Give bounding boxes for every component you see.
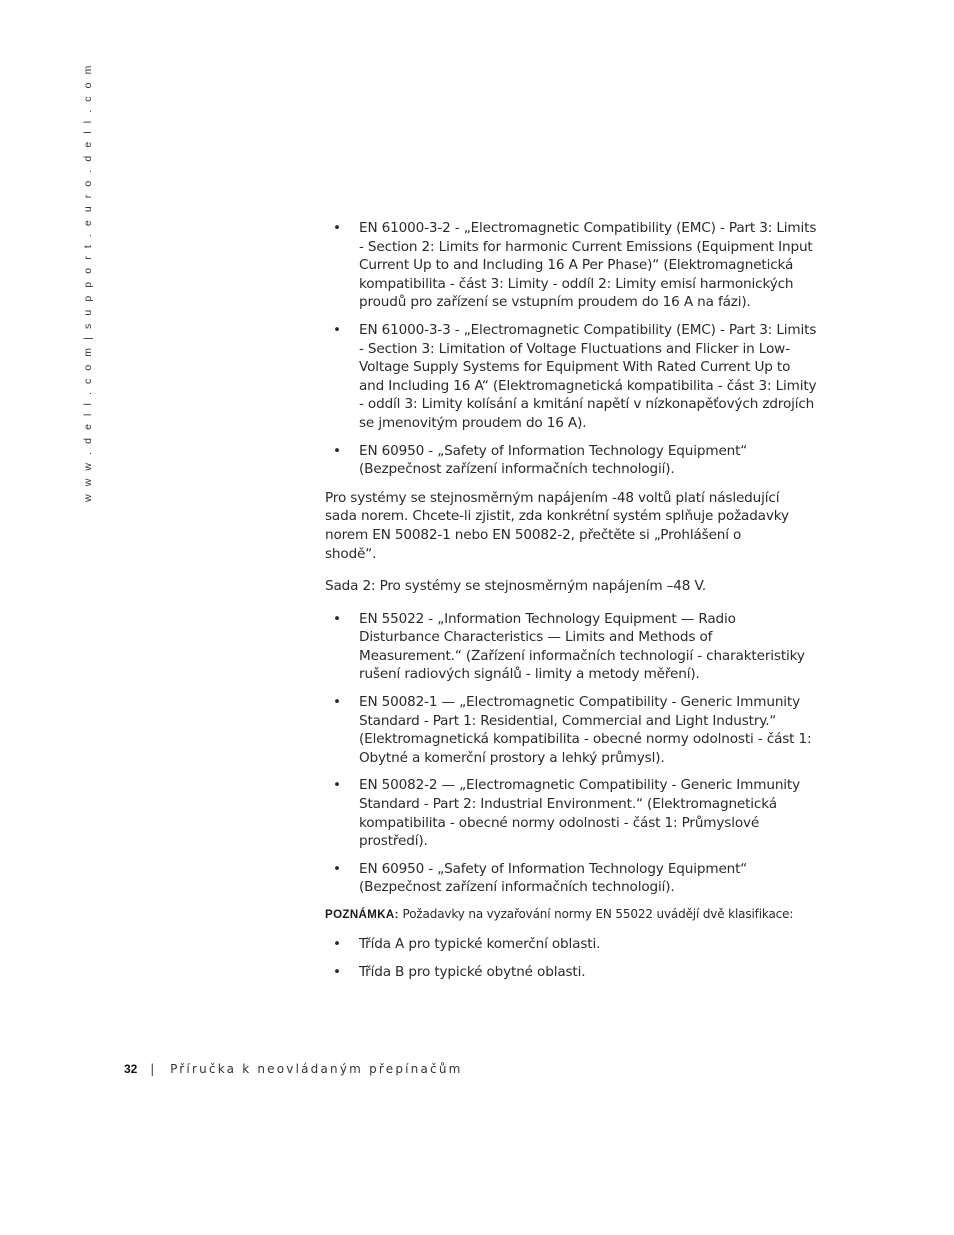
bullet-icon: • [333,610,341,627]
list-item [325,442,817,479]
paragraph-set-2: Sada 2: Pro systémy se stejnosměrným napájením –48 V. [325,578,707,595]
bullet-list-1 [325,219,817,479]
footer-separator: | [150,1062,155,1076]
list-item-text: EN 60950 - „Safety of Information Technology Equipment“ (Bezpečnost zařízení informačních technologií). [359,442,748,478]
list-item [325,935,817,954]
list-item [325,776,817,850]
bullet-icon: • [333,963,341,980]
list-item [325,860,817,897]
paragraph-standards-dc: Pro systémy se stejnosměrným napájením -48 voltů platí následující sada norem. Chcete-li zjistit, zda konkrétní systém splňuje požadavky norem EN 50082-1 nebo EN 50082-2, přečtěte si „Prohlášení o shodě“. [325,489,789,562]
page-number: 32 [124,1062,138,1076]
list-item-text: EN 61000-3-2 - „Electromagnetic Compatibility (EMC) - Part 3: Limits - Section 2: Limits for harmonic Current Emissions (Equipment Input Current Up to and Including 16 A Per Phase)“ (Elektromagnetická kompatibilita - část 3: Limity - oddíl 2: Limity emisí harmonických proudů pro zařízení se vstupním proudem do 16 A na fázi). [359,220,817,311]
note-text: Požadavky na vyzařování normy EN 55022 uvádějí dvě klasifikace: [402,907,794,921]
list-item-text: EN 55022 - „Information Technology Equipment — Radio Disturbance Characteristics — Limits and Methods of Measurement.“ (Zařízení informačních technologií - charakteristiky rušení radiových signálů - limity a metody měření). [359,610,805,683]
bullet-icon: • [333,694,341,711]
side-url: w w w . d e l l . c o m | s u p p o r t . e u r o . d e l l . c o m [82,63,94,502]
list-item [325,963,817,982]
main-content [325,219,817,990]
list-item-text: Třída B pro typické obytné oblasti. [359,963,586,980]
bullet-icon: • [333,321,341,338]
list-item [325,219,817,312]
bullet-icon: • [333,860,341,877]
bullet-icon: • [333,442,341,459]
note-label: POZNÁMKA: [325,909,399,921]
bullet-icon: • [333,220,341,236]
list-item [325,610,817,684]
list-item-text: Třída A pro typické komerční oblasti. [359,936,601,952]
page-footer [124,1062,463,1076]
bullet-list-2 [325,610,817,897]
list-item-text: EN 60950 - „Safety of Information Technology Equipment“ (Bezpečnost zařízení informačních technologií). [359,860,748,896]
bullet-list-3 [325,935,817,981]
list-item [325,693,817,767]
list-item-text: EN 50082-2 — „Electromagnetic Compatibility - Generic Immunity Standard - Part 2: Industrial Environment.“ (Elektromagnetická kompatibilita - obecné normy odolnosti - část 1: Průmyslové prostředí). [359,777,800,850]
bullet-icon: • [333,777,341,794]
note [325,906,817,923]
list-item [325,321,817,433]
bullet-icon: • [333,936,341,952]
list-item-text: EN 61000-3-3 - „Electromagnetic Compatibility (EMC) - Part 3: Limits - Section 3: Limitation of Voltage Fluctuations and Flicker in Low-Voltage Supply Systems for Equipment With Rated Current Up to and Including 16 A“ (Elektromagnetická kompatibilita - část 3: Limity - oddíl 3: Limity kolísání a kmitání napětí v nízkonapěťových zdrojích se jmenovitým proudem do 16 A). [359,321,817,431]
list-item-text: EN 50082-1 — „Electromagnetic Compatibility - Generic Immunity Standard - Part 1: Residential, Commercial and Light Industry.“ (Elektromagnetická kompatibilita - obecné normy odolnosti - část 1: Obytné a komerční prostory a lehký průmysl). [359,694,812,766]
footer-title: Příručka k neovládaným přepínačům [170,1062,463,1076]
